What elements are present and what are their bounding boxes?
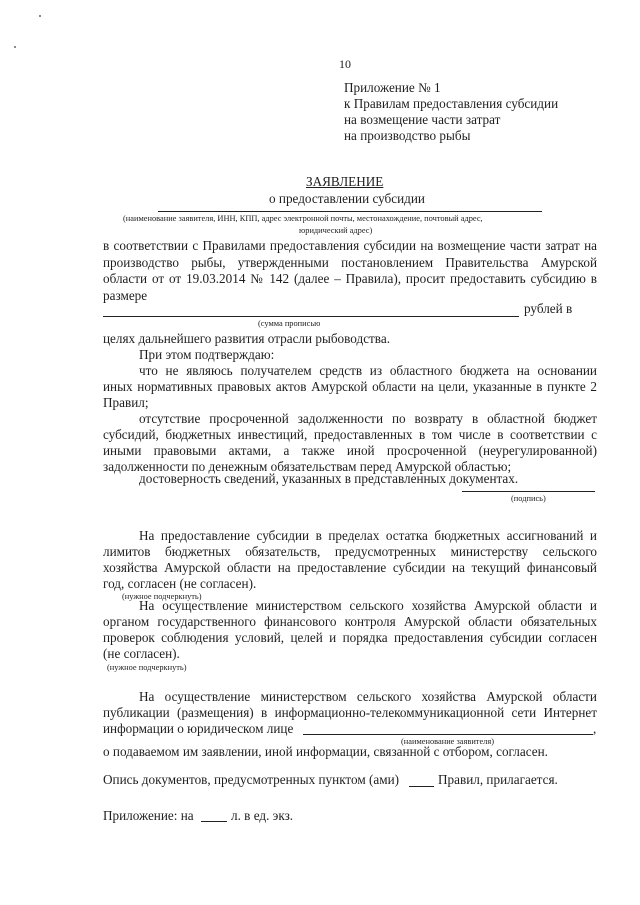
intro-line: целях дальнейшего развития отрасли рыбоводства. (103, 331, 391, 346)
attachment-blank[interactable] (201, 821, 227, 822)
consent-caption: (нужное подчеркнуть) (122, 592, 202, 601)
signature-caption: (подпись) (511, 494, 546, 503)
consent-line: публикации (размещения) в информационно-телекоммуникационной сети Интернет (103, 705, 597, 720)
consent-line: (не согласен). (103, 646, 180, 661)
inventory-before: Опись документов, предусмотренных пунктом (ами) (103, 772, 400, 787)
consent-line: о подаваемом им заявлении, иной информации, связанной с отбором, согласен. (103, 744, 548, 759)
inventory-after: Правил, прилагается. (438, 772, 558, 787)
confirm-line: иными правовыми актами, а также иной просроченной (неурегулированной) (103, 443, 597, 458)
inventory-blank[interactable] (409, 786, 434, 787)
document-subtitle: о предоставлении субсидии (269, 191, 425, 206)
page-number: 10 (339, 57, 351, 71)
applicant-caption: (наименование заявителя, ИНН, КПП, адрес электронной почты, местонахождение, почтовый адрес, (123, 214, 483, 223)
consent-line: лимитов бюджетных обязательств, предусмотренных министерству сельского (103, 544, 597, 559)
consent-comma: , (593, 721, 597, 736)
intro-line: производство рыбы, утвержденными постановлением Правительства Амурской (103, 255, 597, 270)
consent-caption: (наименование заявителя) (401, 737, 495, 746)
intro-line: размере (103, 288, 148, 303)
consent-line: проверок соблюдения условий, целей и порядка предоставления субсидии согласен (103, 630, 597, 645)
legal-entity-line[interactable] (303, 734, 593, 735)
applicant-caption: юридический адрес) (299, 226, 373, 235)
consent-line: органом государственного финансового контроля Амурской области обязательных (103, 614, 597, 629)
appendix-line: на производство рыбы (344, 128, 471, 143)
confirm-line: Правил; (103, 395, 149, 410)
consent-line: На осуществление министерством сельского хозяйства Амурской области (139, 689, 597, 704)
consent-line: информации о юридическом лице (103, 721, 294, 736)
signature-line[interactable] (462, 491, 595, 492)
confirm-line: отсутствие просроченной задолженности по возврату в областной бюджет (139, 411, 597, 426)
scan-speck (39, 15, 41, 17)
confirm-lead: При этом подтверждаю: (139, 347, 275, 362)
appendix-line: Приложение № 1 (344, 80, 441, 95)
intro-line: области от от 19.03.2014 № 142 (далее – Правила), просит предоставить субсидию в (103, 271, 597, 286)
confirm-line: что не являюсь получателем средств из областного бюджета на основании (139, 363, 597, 378)
consent-line: На предоставление субсидии в пределах остатка бюджетных ассигнований и (139, 528, 597, 543)
confirm-line: субсидий, бюджетных инвестиций, предоставленных в том числе в соответствии с (103, 427, 597, 442)
consent-line: год, согласен (не согласен). (103, 576, 257, 591)
confirm-line: задолженности по денежным обязательствам перед Амурской областью; (103, 459, 512, 474)
attachment-after: л. в ед. экз. (231, 808, 294, 823)
applicant-name-line[interactable] (158, 211, 542, 212)
scan-speck (14, 46, 16, 48)
appendix-line: на возмещение части затрат (344, 112, 501, 127)
amount-caption: (сумма прописью (258, 319, 321, 328)
appendix-line: к Правилам предоставления субсидии (344, 96, 559, 111)
amount-line[interactable] (103, 316, 519, 317)
consent-caption: (нужное подчеркнуть) (107, 663, 187, 672)
rubles-label: рублей в (524, 301, 573, 316)
attachment-before: Приложение: на (103, 808, 194, 823)
intro-line: в соответствии с Правилами предоставления субсидии на возмещение части затрат на (103, 238, 597, 253)
confirm-line: иных нормативных правовых актов Амурской области на цели, указанные в пункте 2 (103, 379, 597, 394)
consent-line: хозяйства Амурской области на предоставление субсидии на текущий финансовый (103, 560, 597, 575)
consent-line: На осуществление министерством сельского хозяйства Амурской области и (139, 598, 597, 613)
confirm-line: достоверность сведений, указанных в представленных документах. (139, 471, 519, 486)
document-title: ЗАЯВЛЕНИЕ (306, 174, 384, 189)
